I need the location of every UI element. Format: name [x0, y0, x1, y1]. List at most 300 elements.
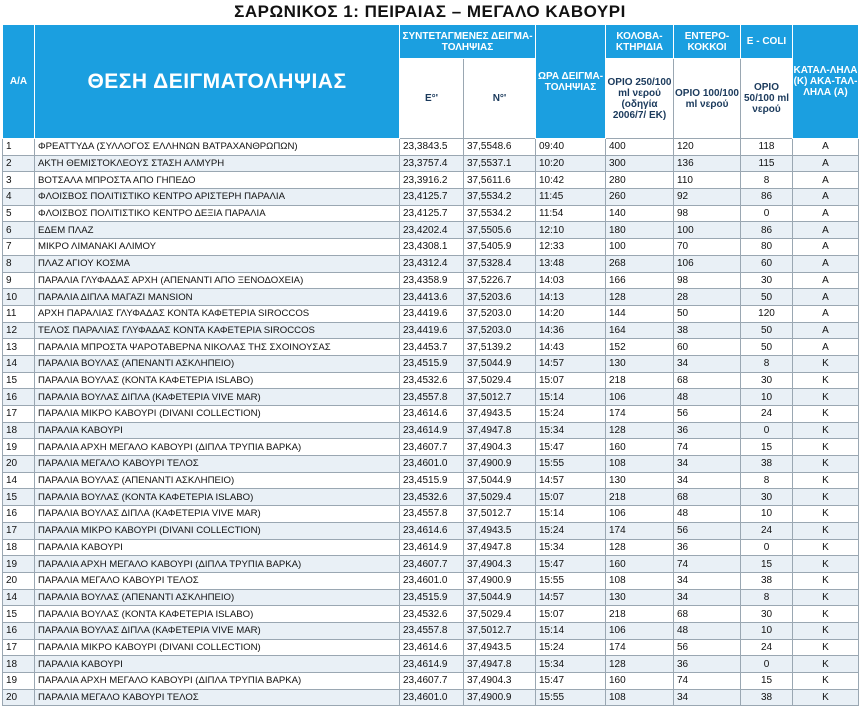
row-north: 37,5611.6 — [464, 172, 536, 189]
row-ecoli: 86 — [741, 189, 793, 206]
row-suitability: Κ — [793, 622, 859, 639]
row-coli: 260 — [606, 189, 674, 206]
row-time: 13:48 — [536, 255, 606, 272]
row-coli: 160 — [606, 673, 674, 690]
row-time: 09:40 — [536, 139, 606, 156]
row-time: 15:24 — [536, 406, 606, 423]
row-east: 23,4312.4 — [400, 255, 464, 272]
row-entero: 70 — [674, 239, 741, 256]
row-time: 15:55 — [536, 689, 606, 706]
row-ecoli: 15 — [741, 439, 793, 456]
row-north: 37,5029.4 — [464, 606, 536, 623]
row-entero: 34 — [674, 456, 741, 473]
row-location: ΠΑΡΑΛΙΑ ΜΕΓΑΛΟ ΚΑΒΟΥΡΙ ΤΕΛΟΣ — [35, 456, 400, 473]
row-north: 37,5012.7 — [464, 389, 536, 406]
row-location: ΦΛΟΙΣΒΟΣ ΠΟΛΙΤΙΣΤΙΚΟ ΚΕΝΤΡΟ ΑΡΙΣΤΕΡΗ ΠΑΡΑΛΙΑ — [35, 189, 400, 206]
row-north: 37,5534.2 — [464, 189, 536, 206]
header-coli: ΚΟΛΟΒΑ-ΚΤΗΡΙΔΙΑ — [606, 25, 674, 59]
row-ecoli: 80 — [741, 239, 793, 256]
row-location: ΠΑΡΑΛΙΑ ΚΑΒΟΥΡΙ — [35, 422, 400, 439]
row-north: 37,4904.3 — [464, 556, 536, 573]
row-number: 1 — [3, 139, 35, 156]
row-location: ΠΑΡΑΛΙΑ ΜΙΚΡΟ ΚΑΒΟΥΡΙ (DIVANI COLLECTION) — [35, 522, 400, 539]
row-time: 11:45 — [536, 189, 606, 206]
row-entero: 106 — [674, 255, 741, 272]
row-north: 37,4947.8 — [464, 656, 536, 673]
row-north: 37,5029.4 — [464, 489, 536, 506]
row-coli: 160 — [606, 556, 674, 573]
row-suitability: Κ — [793, 556, 859, 573]
row-time: 15:07 — [536, 372, 606, 389]
row-entero: 56 — [674, 406, 741, 423]
row-north: 37,4904.3 — [464, 439, 536, 456]
row-entero: 48 — [674, 506, 741, 523]
row-time: 15:24 — [536, 522, 606, 539]
row-location: ΠΑΡΑΛΙΑ ΜΙΚΡΟ ΚΑΒΟΥΡΙ (DIVANI COLLECTION) — [35, 406, 400, 423]
row-suitability: Α — [793, 305, 859, 322]
row-number: 4 — [3, 189, 35, 206]
row-east: 23,3757.4 — [400, 155, 464, 172]
row-coli: 144 — [606, 305, 674, 322]
row-entero: 36 — [674, 656, 741, 673]
table-row — [3, 339, 859, 356]
row-north: 37,5044.9 — [464, 472, 536, 489]
row-ecoli: 38 — [741, 456, 793, 473]
table-row — [3, 255, 859, 272]
row-coli: 140 — [606, 205, 674, 222]
row-entero: 34 — [674, 689, 741, 706]
row-time: 14:13 — [536, 289, 606, 306]
row-east: 23,4614.6 — [400, 639, 464, 656]
row-coli: 400 — [606, 139, 674, 156]
row-entero: 28 — [674, 289, 741, 306]
table-header — [3, 25, 859, 139]
row-number: 19 — [3, 439, 35, 456]
table-row — [3, 172, 859, 189]
row-ecoli: 60 — [741, 255, 793, 272]
row-time: 15:34 — [536, 539, 606, 556]
row-coli: 174 — [606, 522, 674, 539]
row-time: 14:03 — [536, 272, 606, 289]
table-row — [3, 205, 859, 222]
row-time: 15:55 — [536, 456, 606, 473]
row-location: ΠΑΡΑΛΙΑ ΜΙΚΡΟ ΚΑΒΟΥΡΙ (DIVANI COLLECTION) — [35, 639, 400, 656]
row-coli: 106 — [606, 622, 674, 639]
row-coli: 128 — [606, 289, 674, 306]
table-row — [3, 389, 859, 406]
row-location: ΠΑΡΑΛΙΑ ΜΠΡΟΣΤΑ ΨΑΡΟΤΑΒΕΡΝΑ ΝΙΚΟΛΑΣ ΤΗΣ ΣΧΟΙΝΟΥΣΑΣ — [35, 339, 400, 356]
row-suitability: Κ — [793, 689, 859, 706]
row-time: 15:14 — [536, 506, 606, 523]
row-ecoli: 115 — [741, 155, 793, 172]
row-east: 23,4515.9 — [400, 589, 464, 606]
header-time: ΩΡΑ ΔΕΙΓΜΑ-ΤΟΛΗΨΙΑΣ — [536, 25, 606, 139]
row-time: 10:42 — [536, 172, 606, 189]
row-coli: 268 — [606, 255, 674, 272]
row-east: 23,4125.7 — [400, 205, 464, 222]
row-time: 15:14 — [536, 622, 606, 639]
row-ecoli: 0 — [741, 656, 793, 673]
row-number: 14 — [3, 472, 35, 489]
row-entero: 38 — [674, 322, 741, 339]
row-time: 15:47 — [536, 673, 606, 690]
row-location: ΠΑΡΑΛΙΑ ΒΟΥΛΑΣ ΔΙΠΛΑ (ΚΑΦΕΤΕΡΙΑ VIVE MAR) — [35, 506, 400, 523]
row-entero: 74 — [674, 556, 741, 573]
row-coli: 108 — [606, 572, 674, 589]
row-ecoli: 15 — [741, 556, 793, 573]
row-ecoli: 30 — [741, 489, 793, 506]
row-east: 23,4601.0 — [400, 572, 464, 589]
row-time: 15:07 — [536, 606, 606, 623]
row-coli: 128 — [606, 422, 674, 439]
row-location: ΤΕΛΟΣ ΠΑΡΑΛΙΑΣ ΓΛΥΦΑΔΑΣ ΚΟΝΤΑ ΚΑΦΕΤΕΡΙΑ SIROCCOS — [35, 322, 400, 339]
row-ecoli: 86 — [741, 222, 793, 239]
table-row — [3, 506, 859, 523]
row-time: 15:34 — [536, 422, 606, 439]
row-coli: 160 — [606, 439, 674, 456]
row-coli: 218 — [606, 489, 674, 506]
row-north: 37,4943.5 — [464, 406, 536, 423]
row-ecoli: 120 — [741, 305, 793, 322]
row-suitability: Α — [793, 322, 859, 339]
row-number: 2 — [3, 155, 35, 172]
row-number: 12 — [3, 322, 35, 339]
table-row — [3, 189, 859, 206]
row-north: 37,5505.6 — [464, 222, 536, 239]
row-ecoli: 24 — [741, 639, 793, 656]
row-suitability: Α — [793, 222, 859, 239]
row-north: 37,5537.1 — [464, 155, 536, 172]
row-coli: 180 — [606, 222, 674, 239]
table-row — [3, 673, 859, 690]
row-north: 37,5139.2 — [464, 339, 536, 356]
row-north: 37,4900.9 — [464, 572, 536, 589]
row-time: 15:07 — [536, 489, 606, 506]
row-time: 14:20 — [536, 305, 606, 322]
row-entero: 98 — [674, 272, 741, 289]
row-location: ΕΔΕΜ ΠΛΑΖ — [35, 222, 400, 239]
row-entero: 98 — [674, 205, 741, 222]
row-east: 23,4607.7 — [400, 556, 464, 573]
row-time: 14:43 — [536, 339, 606, 356]
table-row — [3, 456, 859, 473]
row-location: ΠΑΡΑΛΙΑ ΒΟΥΛΑΣ (ΑΠΕΝΑΝΤΙ ΑΣΚΛΗΠΕΙΟ) — [35, 355, 400, 372]
row-suitability: Κ — [793, 589, 859, 606]
row-north: 37,5328.4 — [464, 255, 536, 272]
row-number: 16 — [3, 389, 35, 406]
row-time: 10:20 — [536, 155, 606, 172]
row-suitability: Κ — [793, 522, 859, 539]
row-coli: 130 — [606, 355, 674, 372]
row-time: 11:54 — [536, 205, 606, 222]
row-coli: 174 — [606, 406, 674, 423]
row-east: 23,4614.9 — [400, 539, 464, 556]
header-coli-limit: ΟΡΙΟ 250/100 ml νερού (οδηγία 2006/7/ ΕΚ) — [606, 59, 674, 139]
row-location: ΠΑΡΑΛΙΑ ΔΙΠΛΑ ΜΑΓΑΖΙ MANSION — [35, 289, 400, 306]
row-time: 14:36 — [536, 322, 606, 339]
row-coli: 130 — [606, 472, 674, 489]
row-number: 16 — [3, 506, 35, 523]
row-coli: 106 — [606, 389, 674, 406]
row-number: 19 — [3, 556, 35, 573]
row-suitability: Κ — [793, 506, 859, 523]
table-row — [3, 439, 859, 456]
row-ecoli: 50 — [741, 339, 793, 356]
row-suitability: Κ — [793, 572, 859, 589]
row-location: ΠΑΡΑΛΙΑ ΚΑΒΟΥΡΙ — [35, 656, 400, 673]
row-east: 23,4532.6 — [400, 606, 464, 623]
row-coli: 218 — [606, 372, 674, 389]
row-number: 17 — [3, 639, 35, 656]
row-location: ΠΑΡΑΛΙΑ ΑΡΧΗ ΜΕΓΑΛΟ ΚΑΒΟΥΡΙ (ΔΙΠΛΑ ΤΡΥΠΙΑ ΒΑΡΚΑ) — [35, 439, 400, 456]
row-coli: 106 — [606, 506, 674, 523]
row-entero: 50 — [674, 305, 741, 322]
row-entero: 34 — [674, 355, 741, 372]
row-north: 37,4943.5 — [464, 639, 536, 656]
row-coli: 300 — [606, 155, 674, 172]
row-ecoli: 38 — [741, 572, 793, 589]
row-north: 37,4947.8 — [464, 422, 536, 439]
row-east: 23,4532.6 — [400, 372, 464, 389]
table-row — [3, 272, 859, 289]
row-ecoli: 8 — [741, 355, 793, 372]
row-location: ΠΛΑΖ ΑΓΙΟΥ ΚΟΣΜΑ — [35, 255, 400, 272]
row-suitability: Α — [793, 272, 859, 289]
table-row — [3, 556, 859, 573]
row-number: 13 — [3, 339, 35, 356]
table-row — [3, 472, 859, 489]
table-row — [3, 622, 859, 639]
row-suitability: Α — [793, 189, 859, 206]
row-number: 10 — [3, 289, 35, 306]
row-suitability: Κ — [793, 656, 859, 673]
row-ecoli: 30 — [741, 272, 793, 289]
row-suitability: Κ — [793, 456, 859, 473]
row-ecoli: 10 — [741, 622, 793, 639]
row-east: 23,4607.7 — [400, 439, 464, 456]
row-east: 23,4601.0 — [400, 689, 464, 706]
row-ecoli: 118 — [741, 139, 793, 156]
row-number: 11 — [3, 305, 35, 322]
row-east: 23,4557.8 — [400, 622, 464, 639]
row-location: ΠΑΡΑΛΙΑ ΒΟΥΛΑΣ (ΑΠΕΝΑΝΤΙ ΑΣΚΛΗΠΕΙΟ) — [35, 472, 400, 489]
row-east: 23,3916.2 — [400, 172, 464, 189]
row-location: ΒΟΤΣΑΛΑ ΜΠΡΟΣΤΑ ΑΠΟ ΓΗΠΕΔΟ — [35, 172, 400, 189]
row-entero: 120 — [674, 139, 741, 156]
row-coli: 174 — [606, 639, 674, 656]
results-table — [2, 24, 859, 706]
row-number: 17 — [3, 522, 35, 539]
row-entero: 68 — [674, 372, 741, 389]
row-number: 16 — [3, 622, 35, 639]
row-entero: 36 — [674, 422, 741, 439]
row-suitability: Κ — [793, 673, 859, 690]
row-entero: 100 — [674, 222, 741, 239]
row-ecoli: 24 — [741, 522, 793, 539]
table-row — [3, 689, 859, 706]
row-north: 37,5203.6 — [464, 289, 536, 306]
row-number: 15 — [3, 606, 35, 623]
row-suitability: Α — [793, 289, 859, 306]
row-east: 23,4358.9 — [400, 272, 464, 289]
row-coli: 218 — [606, 606, 674, 623]
row-entero: 34 — [674, 589, 741, 606]
row-time: 14:57 — [536, 589, 606, 606]
row-east: 23,4515.9 — [400, 472, 464, 489]
row-north: 37,5012.7 — [464, 622, 536, 639]
header-aa: Α/Α — [3, 25, 35, 139]
row-time: 15:24 — [536, 639, 606, 656]
row-entero: 74 — [674, 673, 741, 690]
row-east: 23,4413.6 — [400, 289, 464, 306]
row-location: ΠΑΡΑΛΙΑ ΑΡΧΗ ΜΕΓΑΛΟ ΚΑΒΟΥΡΙ (ΔΙΠΛΑ ΤΡΥΠΙΑ ΒΑΡΚΑ) — [35, 556, 400, 573]
table-row — [3, 322, 859, 339]
row-number: 7 — [3, 239, 35, 256]
row-ecoli: 0 — [741, 422, 793, 439]
row-time: 14:57 — [536, 355, 606, 372]
row-time: 15:47 — [536, 556, 606, 573]
row-suitability: Κ — [793, 539, 859, 556]
row-east: 23,4614.9 — [400, 422, 464, 439]
row-location: ΠΑΡΑΛΙΑ ΒΟΥΛΑΣ (ΚΟΝΤΑ ΚΑΦΕΤΕΡΙΑ ISLABO) — [35, 606, 400, 623]
row-entero: 110 — [674, 172, 741, 189]
row-east: 23,4557.8 — [400, 506, 464, 523]
row-location: ΠΑΡΑΛΙΑ ΒΟΥΛΑΣ (ΑΠΕΝΑΝΤΙ ΑΣΚΛΗΠΕΙΟ) — [35, 589, 400, 606]
header-coords: ΣΥΝΤΕΤΑΓΜΕΝΕΣ ΔΕΙΓΜΑ-ΤΟΛΗΨΙΑΣ — [400, 25, 536, 59]
row-suitability: Α — [793, 205, 859, 222]
row-number: 3 — [3, 172, 35, 189]
row-north: 37,5534.2 — [464, 205, 536, 222]
row-north: 37,5548.6 — [464, 139, 536, 156]
row-suitability: Κ — [793, 406, 859, 423]
row-north: 37,4900.9 — [464, 689, 536, 706]
row-east: 23,4601.0 — [400, 456, 464, 473]
row-ecoli: 10 — [741, 506, 793, 523]
row-suitability: Α — [793, 155, 859, 172]
row-suitability: Κ — [793, 439, 859, 456]
table-row — [3, 406, 859, 423]
row-time: 14:57 — [536, 472, 606, 489]
row-number: 6 — [3, 222, 35, 239]
row-east: 23,4125.7 — [400, 189, 464, 206]
row-entero: 92 — [674, 189, 741, 206]
row-suitability: Κ — [793, 389, 859, 406]
row-suitability: Κ — [793, 372, 859, 389]
row-entero: 34 — [674, 572, 741, 589]
row-location: ΠΑΡΑΛΙΑ ΓΛΥΦΑΔΑΣ ΑΡΧΗ (ΑΠΕΝΑΝΤΙ ΑΠΟ ΞΕΝΟΔΟΧΕΙΑ) — [35, 272, 400, 289]
row-entero: 48 — [674, 622, 741, 639]
header-entero-limit: ΟΡΙΟ 100/100 ml νερού — [674, 59, 741, 139]
row-number: 8 — [3, 255, 35, 272]
row-entero: 68 — [674, 489, 741, 506]
row-location: ΠΑΡΑΛΙΑ ΒΟΥΛΑΣ (ΚΟΝΤΑ ΚΑΦΕΤΕΡΙΑ ISLABO) — [35, 489, 400, 506]
row-east: 23,4202.4 — [400, 222, 464, 239]
row-north: 37,5226.7 — [464, 272, 536, 289]
header-location: ΘΕΣΗ ΔΕΙΓΜΑΤΟΛΗΨΙΑΣ — [35, 25, 400, 139]
row-entero: 34 — [674, 472, 741, 489]
row-location: ΠΑΡΑΛΙΑ ΜΕΓΑΛΟ ΚΑΒΟΥΡΙ ΤΕΛΟΣ — [35, 689, 400, 706]
row-suitability: Α — [793, 255, 859, 272]
row-entero: 56 — [674, 522, 741, 539]
header-east: E°' — [400, 59, 464, 139]
row-location: ΠΑΡΑΛΙΑ ΜΕΓΑΛΟ ΚΑΒΟΥΡΙ ΤΕΛΟΣ — [35, 572, 400, 589]
row-coli: 130 — [606, 589, 674, 606]
row-entero: 48 — [674, 389, 741, 406]
row-number: 5 — [3, 205, 35, 222]
header-suitability: ΚΑΤΑΛ-ΛΗΛΑ (Κ) ΑΚΑ-ΤΑΛ-ΛΗΛΑ (Α) — [793, 25, 859, 139]
table-row — [3, 139, 859, 156]
row-location: ΑΡΧΗ ΠΑΡΑΛΙΑΣ ΓΛΥΦΑΔΑΣ ΚΟΝΤΑ ΚΑΦΕΤΕΡΙΑ SIROCCOS — [35, 305, 400, 322]
row-number: 17 — [3, 406, 35, 423]
row-number: 14 — [3, 355, 35, 372]
row-east: 23,4532.6 — [400, 489, 464, 506]
row-east: 23,4614.6 — [400, 406, 464, 423]
row-entero: 36 — [674, 539, 741, 556]
row-ecoli: 8 — [741, 172, 793, 189]
row-coli: 108 — [606, 456, 674, 473]
table-row — [3, 222, 859, 239]
row-suitability: Α — [793, 139, 859, 156]
row-ecoli: 0 — [741, 539, 793, 556]
row-ecoli: 50 — [741, 289, 793, 306]
page-title: ΣΑΡΩΝΙΚΟΣ 1: ΠΕΙΡΑΙΑΣ – ΜΕΓΑΛΟ ΚΑΒΟΥΡΙ — [234, 2, 626, 21]
row-location: ΠΑΡΑΛΙΑ ΚΑΒΟΥΡΙ — [35, 539, 400, 556]
table-row — [3, 489, 859, 506]
row-number: 20 — [3, 689, 35, 706]
row-number: 9 — [3, 272, 35, 289]
row-coli: 280 — [606, 172, 674, 189]
table-row — [3, 239, 859, 256]
row-number: 14 — [3, 589, 35, 606]
row-location: ΦΡΕΑΤΤΥΔΑ (ΣΥΛΛΟΓΟΣ ΕΛΛΗΝΩΝ ΒΑΤΡΑΧΑΝΘΡΩΠΩΝ) — [35, 139, 400, 156]
table-row — [3, 372, 859, 389]
row-location: ΑΚΤΗ ΘΕΜΙΣΤΟΚΛΕΟΥΣ ΣΤΑΣΗ ΑΛΜΥΡΗ — [35, 155, 400, 172]
row-suitability: Α — [793, 239, 859, 256]
row-east: 23,4515.9 — [400, 355, 464, 372]
table-row — [3, 155, 859, 172]
row-ecoli: 8 — [741, 472, 793, 489]
row-north: 37,5203.0 — [464, 322, 536, 339]
row-north: 37,4900.9 — [464, 456, 536, 473]
row-entero: 56 — [674, 639, 741, 656]
row-east: 23,4614.9 — [400, 656, 464, 673]
row-coli: 128 — [606, 539, 674, 556]
row-north: 37,4947.8 — [464, 539, 536, 556]
row-ecoli: 50 — [741, 322, 793, 339]
row-east: 23,4308.1 — [400, 239, 464, 256]
row-coli: 166 — [606, 272, 674, 289]
table-body — [3, 139, 859, 706]
row-coli: 128 — [606, 656, 674, 673]
table-row — [3, 305, 859, 322]
row-time: 15:14 — [536, 389, 606, 406]
row-east: 23,4419.6 — [400, 305, 464, 322]
row-time: 15:55 — [536, 572, 606, 589]
row-east: 23,4557.8 — [400, 389, 464, 406]
row-suitability: Α — [793, 339, 859, 356]
row-entero: 74 — [674, 439, 741, 456]
row-time: 12:33 — [536, 239, 606, 256]
table-row — [3, 355, 859, 372]
row-suitability: Κ — [793, 472, 859, 489]
table-row — [3, 656, 859, 673]
row-location: ΠΑΡΑΛΙΑ ΒΟΥΛΑΣ (ΚΟΝΤΑ ΚΑΦΕΤΕΡΙΑ ISLABO) — [35, 372, 400, 389]
table-row — [3, 422, 859, 439]
row-suitability: Κ — [793, 606, 859, 623]
row-ecoli: 0 — [741, 205, 793, 222]
row-coli: 100 — [606, 239, 674, 256]
row-ecoli: 8 — [741, 589, 793, 606]
